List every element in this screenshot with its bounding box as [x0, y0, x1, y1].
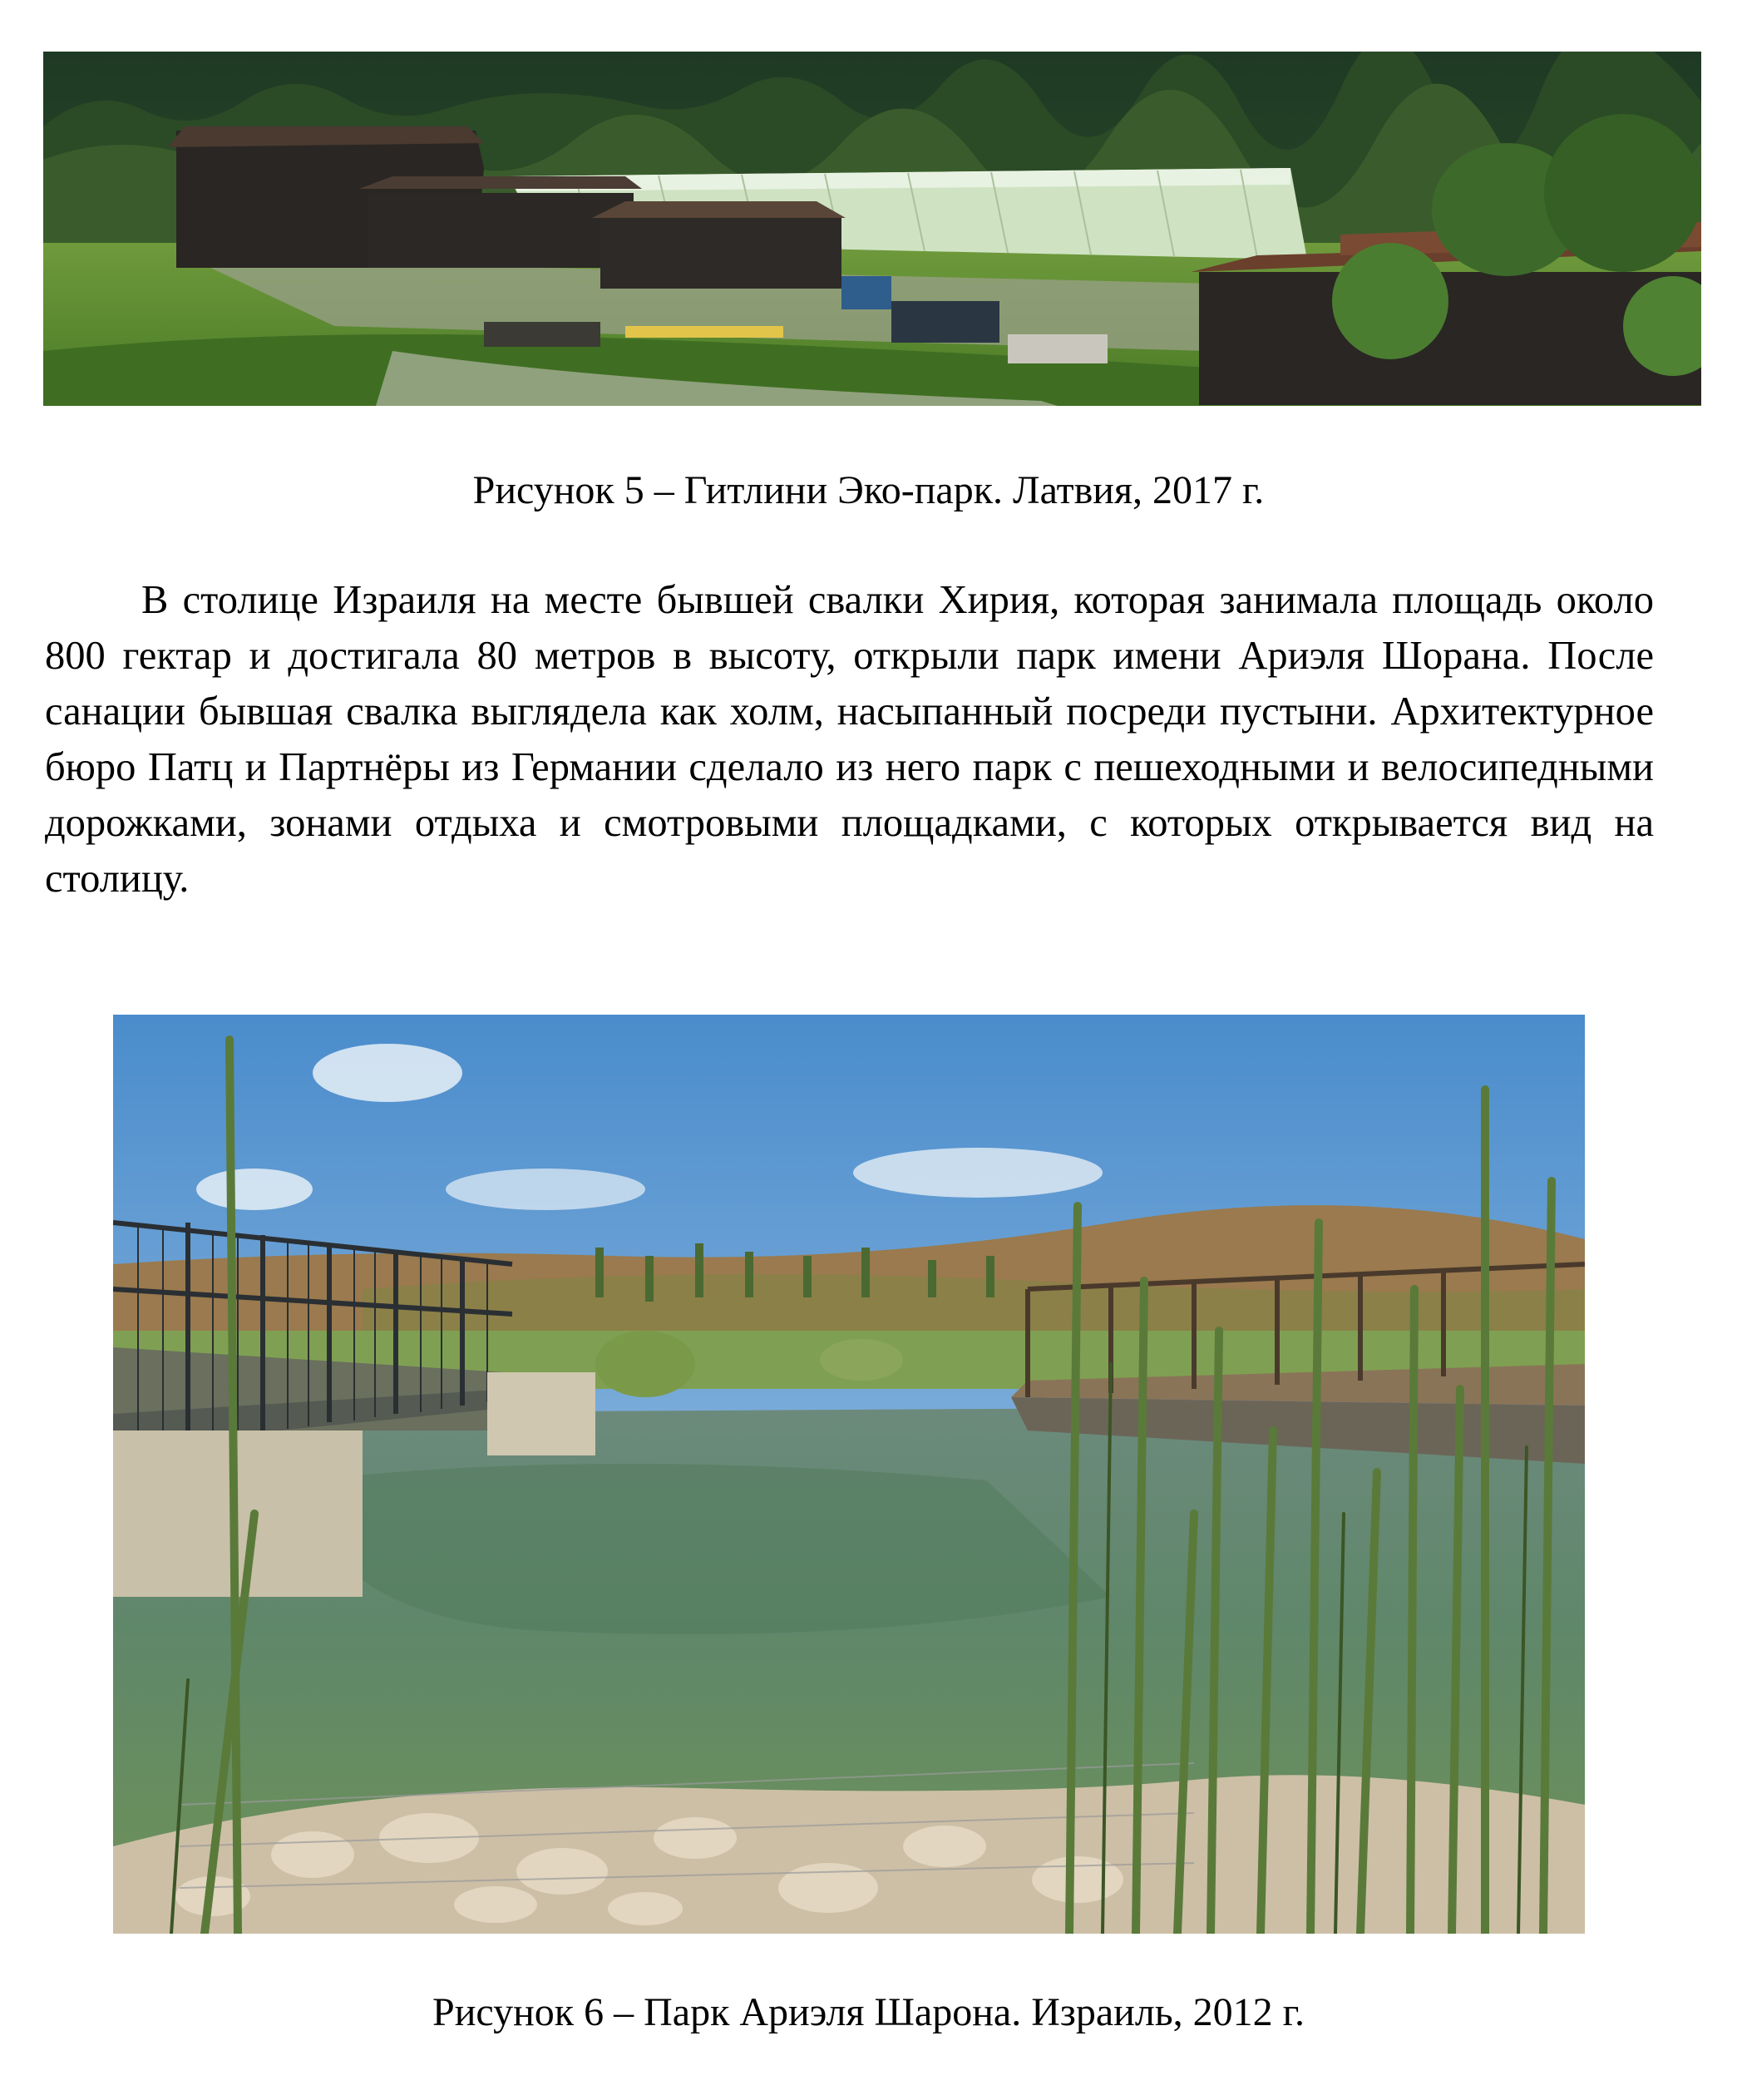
figure-5-caption: Рисунок 5 – Гитлини Эко-парк. Латвия, 2017 г. — [472, 468, 1265, 512]
figure-6-caption: Рисунок 6 – Парк Ариэля Шарона. Израиль, 2012 г. — [432, 1990, 1305, 2034]
body-paragraph: В столице Израиля на месте бывшей свалки Хирия, которая занимала площадь около 800 гектар и достигала 80 метров в высоту, открыли парк имени Ариэля Шорана. После санации бывшая свалка выглядела как холм, насыпанный посреди пустыни. Архитектурное бюро Патц и Партнёры из Германии сделало из него парк с пешеходными и велосипедными дорожками, зонами отдыха и смотровыми площадками, с которых открывается вид на столицу. — [45, 578, 1654, 901]
eco-park-image — [43, 52, 1701, 406]
figure-6-photo — [113, 1015, 1585, 1934]
figure-5-photo — [43, 52, 1701, 406]
pond-park-image — [113, 1015, 1585, 1934]
